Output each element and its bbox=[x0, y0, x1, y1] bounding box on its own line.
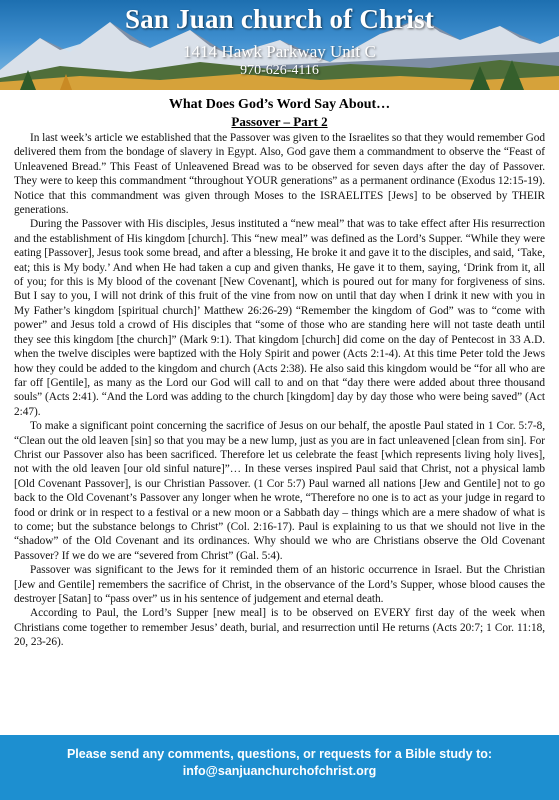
footer-banner bbox=[0, 735, 559, 800]
footer-request-text: Please send any comments, questions, or requests for a Bible study to: bbox=[66, 747, 493, 761]
header-banner bbox=[0, 0, 559, 90]
article-heading: What Does God’s Word Say About… bbox=[168, 97, 391, 112]
article bbox=[14, 97, 545, 650]
church-phone: 970-626-4116 bbox=[240, 63, 319, 78]
article-paragraph: Passover was significant to the Jews for it reminded them of an historic occurrence in Israel. But the Christian [Jew and Gentile] remembers the sacrifice of Christ, in the observance of the Lord’s Supper, whose blood causes the destroyer [Satan] to “pass over” us in his sentence of judgement and eternal death. bbox=[14, 564, 545, 605]
article-paragraph: During the Passover with His disciples, Jesus instituted a “new meal” that was to take effect after His resurrection and the establishment of His kingdom [church]. This “new meal” was defined as the Lord’s Supper. “While they were eating [Passover], Jesus took some bread, and after a blessing, He broke it and gave it to the disciples, and said, ‘Take, eat; this is My body.’ And when He had taken a cup and given thanks, He gave it to them, saying, ‘Drink from it, all of you; for this is My blood of the covenant [New Covenant], which is poured out for many for forgiveness of sins. But I say to you, I will not drink of this fruit of the vine from now on until that day when I drink it new with you in My Father’s kingdom [spiritual church]’ Matthew 26:26-29) “Remember the kingdom of God” was to “come with power” and Jesus told a crowd of His disciples that “some of those who are standing here will not taste death until they see this kingdom [the church]” (Mark 9:1). That kingdom [church] did come on the day of Pentecost in 33 A.D. when the twelve disciples were baptized with the Holy Spirit and power (Acts 2:1-4). At this time Peter told the Jews how they could be added to the kingdom and church (Acts 2:38). He also said this kingdom would be “for all who are far off [Gentile], as many as the Lord our God will call to and on that “day there were added about three thousand souls” (Acts 2:41). “And the Lord was adding to the church [kingdom] day by day those who were being saved” (Act 2:47). bbox=[14, 218, 545, 418]
article-paragraph: According to Paul, the Lord’s Supper [new meal] is to be observed on EVERY first day of the week when Christians come together to remember Jesus’ death, burial, and resurrection until He returns (Acts 20:7; 1 Cor. 11:18, 20, 23-26). bbox=[14, 607, 545, 649]
contact-email[interactable]: info@sanjuanchurchofchrist.org bbox=[182, 764, 377, 778]
church-address: 1414 Hawk Parkway Unit C bbox=[183, 42, 376, 61]
article-paragraph: In last week’s article we established that the Passover was given to the Israelites so that they would remember God delivered them from the bondage of slavery in Egypt. Also, God gave them a commandment to observe the “Feast of Unleavened Bread.” This Feast of Unleavened Bread was to be observed for seven days after the day of Passover. They were to keep this commandment “throughout YOUR generations” as a permanent ordinance (Exodus 12:15-19). Notice that this commandment was given through Moses to the ISRAELITES [Jews] to be observed by THEIR generations. bbox=[14, 132, 545, 217]
church-name: San Juan church of Christ bbox=[124, 4, 435, 34]
article-paragraph: To make a significant point concerning the sacrifice of Jesus on our behalf, the apostle Paul stated in 1 Cor. 5:7-8, “Clean out the old leaven [sin] so that you may be a new lump, just as you are in fact unleavened [clean from sin]. For Christ our Passover also has been sacrificed. Therefore let us celebrate the feast [which represents living holy lives], not with the old leaven [our old sinful nature]”… In these verses inspired Paul said that Christ, not a physical lamb [Old Covenant Passover], is our Christian Passover. (1 Cor 5:7) Paul warned all nations [Jew and Gentile] not to go back to the Old Covenant’s Passover any longer when he wrote, “Therefore no one is to act as your judge in regard to food or drink or in respect to a festival or a new moon or a Sabbath day – things which are a mere shadow of what is to come; but the substance belongs to Christ” (Col. 2:16-17). Paul is explaining to us that we should not live in the “shadow” of the Old Covenant and its ordinances. Why should we who are Christians observe the Old Covenant Passover? If we do we are “severed from Christ” (Gal. 5:4). bbox=[14, 420, 545, 562]
article-subheading: Passover – Part 2 bbox=[231, 114, 328, 129]
